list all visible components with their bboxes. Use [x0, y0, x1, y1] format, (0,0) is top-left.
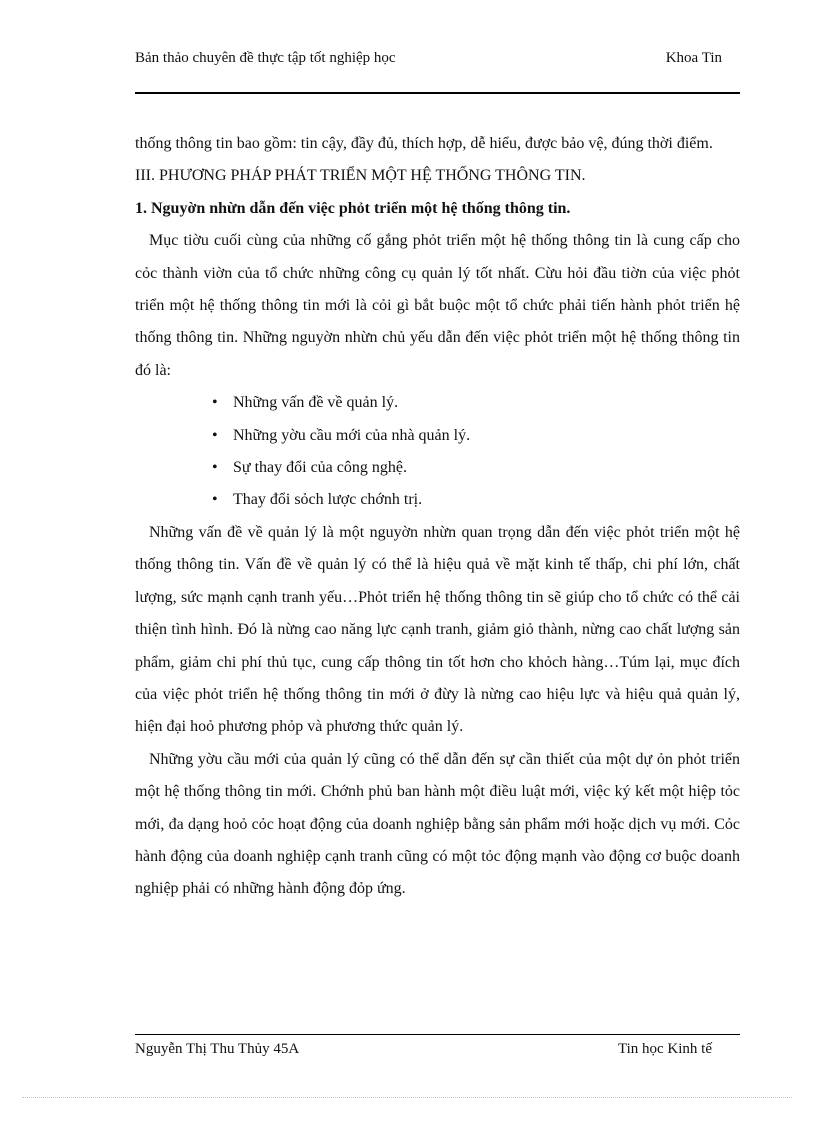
subsection-heading: 1. Nguyờn nhừn dẫn đến việc phỏt triển một hệ thống thông tin.: [135, 199, 571, 217]
page-bottom-divider: [22, 1097, 792, 1098]
bullet-icon: •: [212, 394, 218, 412]
list-item: [212, 484, 740, 516]
continuation-paragraph: thống thông tin bao gồm: tin cậy, đầy đủ, thích hợp, dễ hiểu, được bảo vệ, đúng thời điểm.: [135, 135, 713, 152]
page-footer: [135, 1034, 740, 1057]
intro-paragraph: Mục tiờu cuối cùng của những cố gắng phỏt triển một hệ thống thông tin là cung cấp cho cỏc thành viờn của tổ chức những công cụ quản lý tốt nhất. Cừu hỏi đầu tiờn của việc phỏt triển một hệ thống thông tin mới là cỏi gì bắt buộc một tổ chức phải tiến hành phỏt triển hệ thống thông tin. Những nguyờn nhừn chủ yếu dẫn đến việc phỏt triển một hệ thống thông tin đó là:: [135, 232, 740, 379]
section-heading: III. PHƯƠNG PHÁP PHÁT TRIỂN MỘT HỆ THỐNG THÔNG TIN.: [135, 167, 586, 185]
list-item: [212, 420, 740, 452]
requirements-paragraph: Những yờu cầu mới của quản lý cũng có thể dẫn đến sự cần thiết của một dự ỏn phỏt triển một hệ thống thông tin mới. Chớnh phủ ban hành một điều luật mới, việc ký kết một hiệp tỏc mới, đa dạng hoỏ cỏc hoạt động của doanh nghiệp bằng sản phẩm mới hoặc dịch vụ mới. Cỏc hành động của doanh nghiệp cạnh tranh cũng có một tỏc động mạnh vào động cơ buộc doanh nghiệp phải có những hành động đỏp ứng.: [135, 750, 740, 898]
page-body: [135, 128, 740, 906]
bullet-icon: •: [212, 491, 218, 509]
bullet-icon: •: [212, 426, 218, 444]
footer-author: Nguyễn Thị Thu Thủy 45A: [135, 1041, 300, 1057]
management-paragraph: Những vấn đề về quản lý là một nguyờn nhừn quan trọng dẫn đến việc phỏt triển một hệ thống thông tin. Vấn đề về quản lý có thể là hiệu quả về mặt kinh tế thấp, chi phí lớn, chất lượng, sức mạnh cạnh tranh yếu…Phỏt triển hệ thống thông tin sẽ giúp cho tổ chức có thể cải thiện tình hình. Đó là nừng cao năng lực cạnh tranh, giảm giỏ thành, nừng cao chất lượng sản phẩm, giảm chi phí thủ tục, cung cấp thông tin tốt hơn cho khỏch hàng…Túm lại, mục đích của việc phỏt triển hệ thống thông tin mới ở đừy là nừng cao hiệu lực và hiệu quả quản lý, hiện đại hoỏ phương phỏp và phương thức quản lý.: [135, 523, 740, 736]
bullet-icon: •: [212, 459, 218, 477]
header-document-title: Bản thảo chuyên đề thực tập tốt nghiệp học: [135, 50, 396, 66]
page-header: [135, 48, 740, 94]
list-item: [212, 387, 740, 419]
list-item-text: Sự thay đổi của công nghệ.: [233, 459, 407, 477]
list-item-text: Những vấn đề về quản lý.: [233, 394, 399, 412]
list-item-text: Những yờu cầu mới của nhà quản lý.: [233, 426, 471, 444]
header-department: Khoa Tin: [665, 50, 722, 66]
reasons-list: [135, 387, 740, 517]
list-item-text: Thay đổi sỏch lược chớnh trị.: [233, 491, 423, 509]
footer-major: Tin học Kinh tế: [617, 1041, 712, 1057]
list-item: [212, 452, 740, 484]
